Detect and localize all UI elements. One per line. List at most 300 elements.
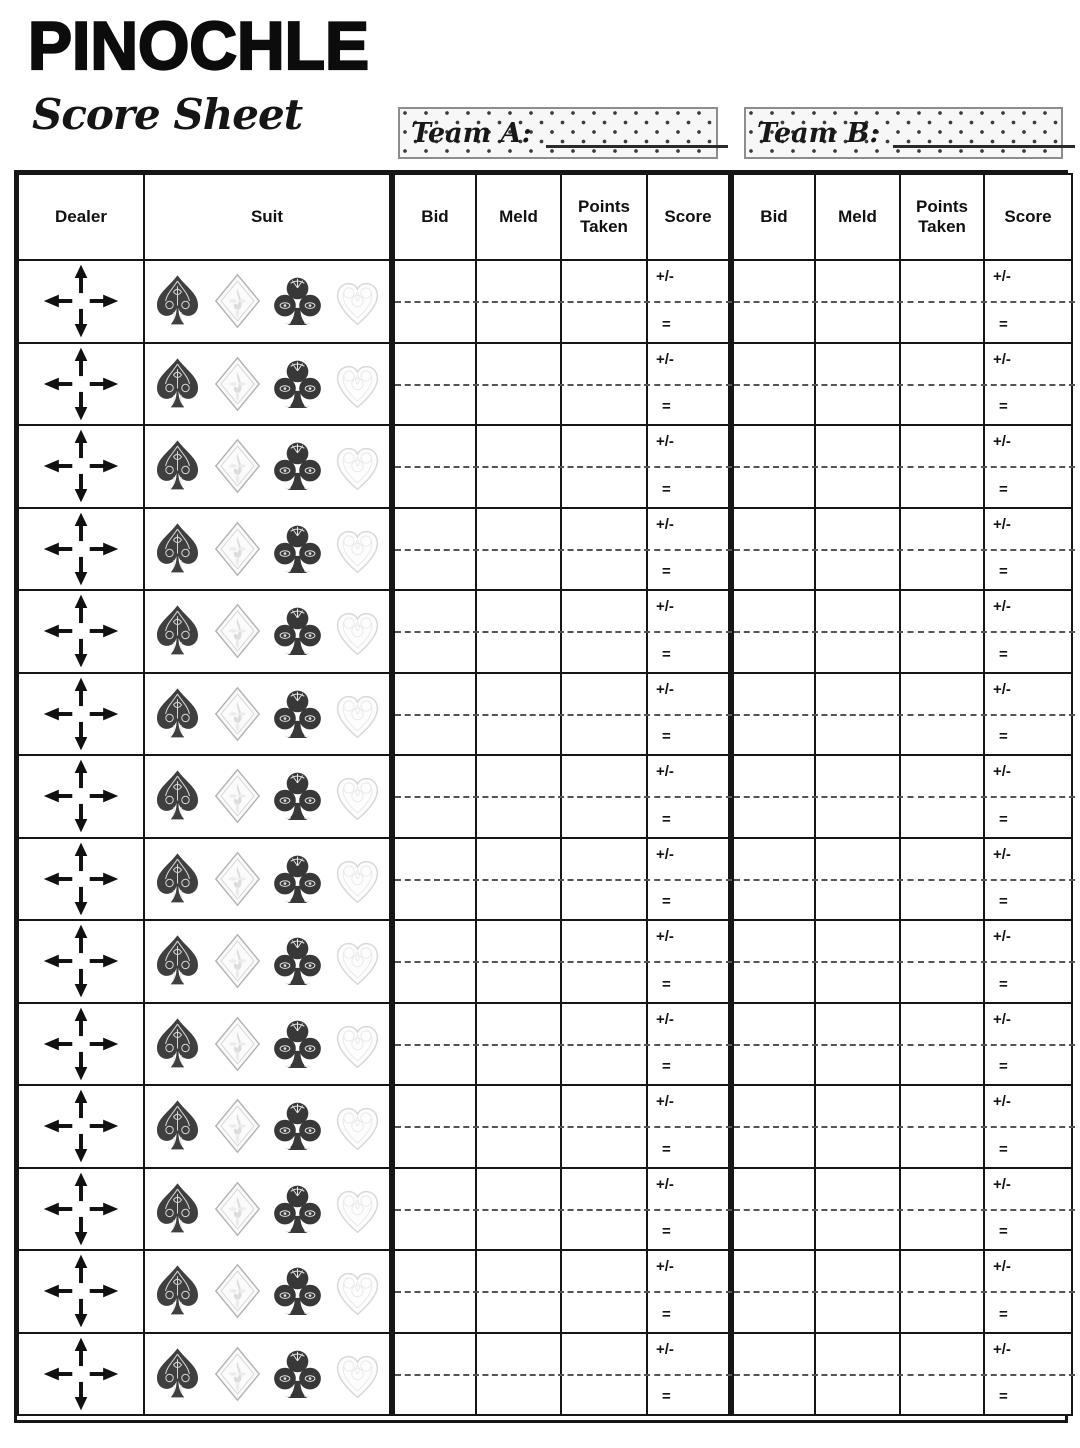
heart-icon [329, 1011, 386, 1077]
bid-cell-team-b[interactable] [731, 590, 815, 673]
suit-cell [144, 1168, 392, 1251]
dealer-arrows-icon [31, 841, 131, 917]
points-taken-cell-team-a[interactable] [561, 425, 647, 508]
diamond-icon [209, 1258, 266, 1324]
meld-cell-team-b[interactable] [815, 1333, 900, 1416]
plus-minus-label: +/- [656, 433, 674, 450]
score-cell-team-b[interactable] [984, 425, 1072, 508]
diamond-icon [209, 268, 266, 334]
team-b-name-line[interactable] [893, 145, 1075, 148]
diamond-icon [209, 928, 266, 994]
equals-label: = [999, 315, 1008, 333]
score-cell-team-b[interactable] [984, 920, 1072, 1003]
meld-cell-team-b[interactable] [815, 755, 900, 838]
header-points-taken-team-a: Points Taken [561, 174, 647, 260]
score-table-body [18, 260, 1072, 1415]
points-taken-cell-team-b[interactable] [900, 1250, 984, 1333]
dealer-arrows-icon [31, 593, 131, 669]
meld-cell-team-b[interactable] [815, 425, 900, 508]
points-taken-cell-team-a[interactable] [561, 343, 647, 426]
equals-label: = [662, 1223, 671, 1240]
heart-icon [329, 928, 386, 994]
suit-cell [144, 1333, 392, 1416]
plus-minus-label: +/- [993, 1340, 1011, 1358]
dealer-arrows-icon [31, 1336, 131, 1412]
table-row [18, 1250, 1072, 1333]
points-taken-cell-team-a[interactable] [561, 1250, 647, 1333]
meld-cell-team-b[interactable] [815, 260, 900, 343]
dealer-cell [18, 508, 144, 591]
heart-icon [329, 681, 386, 747]
suit-cell [144, 673, 392, 756]
dealer-cell [18, 260, 144, 343]
plus-minus-label: +/- [993, 515, 1011, 533]
suit-cell [144, 1003, 392, 1086]
table-row [18, 425, 1072, 508]
heart-icon [329, 1093, 386, 1159]
diamond-icon [209, 763, 266, 829]
meld-cell-team-a[interactable] [476, 260, 561, 343]
score-cell-team-a[interactable] [647, 920, 731, 1003]
plus-minus-label: +/- [993, 680, 1011, 698]
equals-label: = [999, 1388, 1008, 1405]
suit-cell [144, 590, 392, 673]
equals-label: = [999, 975, 1008, 993]
bid-cell-team-a[interactable] [392, 1003, 476, 1086]
header-score-team-a: Score [647, 174, 731, 260]
bid-cell-team-a[interactable] [392, 590, 476, 673]
bid-cell-team-b[interactable] [731, 260, 815, 343]
table-row [18, 1003, 1072, 1086]
plus-minus-label: +/- [656, 268, 674, 285]
table-row [18, 920, 1072, 1003]
bid-cell-team-a[interactable] [392, 1333, 476, 1416]
points-taken-cell-team-a[interactable] [561, 1003, 647, 1086]
score-cell-team-a[interactable] [647, 260, 731, 343]
points-taken-cell-team-a[interactable] [561, 508, 647, 591]
equals-label: = [662, 1058, 671, 1075]
bid-cell-team-a[interactable] [392, 1250, 476, 1333]
table-row [18, 508, 1072, 591]
table-row [18, 1168, 1072, 1251]
bid-cell-team-b[interactable] [731, 755, 815, 838]
meld-cell-team-a[interactable] [476, 425, 561, 508]
points-taken-cell-team-b[interactable] [900, 1003, 984, 1086]
plus-minus-label: +/- [993, 350, 1011, 368]
dealer-arrows-icon [31, 428, 131, 504]
equals-label: = [662, 728, 671, 745]
equals-label: = [999, 1223, 1008, 1240]
dealer-arrows-icon [31, 676, 131, 752]
table-row [18, 1085, 1072, 1168]
equals-label: = [999, 398, 1008, 415]
dealer-cell [18, 425, 144, 508]
team-a-box [398, 107, 718, 159]
bid-cell-team-a[interactable] [392, 425, 476, 508]
score-cell-team-b[interactable] [984, 590, 1072, 673]
club-icon [269, 1176, 326, 1242]
bid-cell-team-b[interactable] [731, 425, 815, 508]
header-points-taken-team-b: Points Taken [900, 174, 984, 260]
club-icon [269, 268, 326, 334]
meld-cell-team-b[interactable] [815, 1168, 900, 1251]
spade-icon [149, 763, 206, 829]
meld-cell-team-a[interactable] [476, 1168, 561, 1251]
table-row [18, 838, 1072, 921]
suit-cell [144, 920, 392, 1003]
heart-icon [329, 351, 386, 417]
club-icon [269, 516, 326, 582]
dealer-cell [18, 1003, 144, 1086]
team-b-box [744, 107, 1063, 159]
bid-cell-team-b[interactable] [731, 343, 815, 426]
score-cell-team-b[interactable] [984, 343, 1072, 426]
points-taken-cell-team-b[interactable] [900, 343, 984, 426]
suit-cell [144, 343, 392, 426]
diamond-icon [209, 846, 266, 912]
equals-label: = [662, 645, 671, 663]
header-meld-team-b: Meld [815, 174, 900, 260]
plus-minus-label: +/- [656, 763, 674, 780]
heart-icon [329, 433, 386, 499]
plus-minus-label: +/- [656, 515, 674, 533]
points-taken-cell-team-b[interactable] [900, 590, 984, 673]
club-icon [269, 351, 326, 417]
equals-label: = [999, 1140, 1008, 1158]
score-cell-team-b[interactable] [984, 508, 1072, 591]
suit-cell [144, 260, 392, 343]
meld-cell-team-b[interactable] [815, 1085, 900, 1168]
points-taken-cell-team-b[interactable] [900, 1333, 984, 1416]
dealer-cell [18, 1333, 144, 1416]
bid-cell-team-a[interactable] [392, 260, 476, 343]
plus-minus-label: +/- [993, 598, 1011, 615]
points-taken-cell-team-b[interactable] [900, 1168, 984, 1251]
spade-icon [149, 1258, 206, 1324]
table-row [18, 755, 1072, 838]
meld-cell-team-b[interactable] [815, 343, 900, 426]
spade-icon [149, 1093, 206, 1159]
dealer-cell [18, 1250, 144, 1333]
heart-icon [329, 516, 386, 582]
score-cell-team-a[interactable] [647, 1085, 731, 1168]
equals-label: = [662, 315, 671, 333]
heart-icon [329, 1258, 386, 1324]
plus-minus-label: +/- [656, 1340, 674, 1358]
table-row [18, 260, 1072, 343]
bid-cell-team-b[interactable] [731, 673, 815, 756]
meld-cell-team-a[interactable] [476, 343, 561, 426]
club-icon [269, 598, 326, 664]
points-taken-cell-team-a[interactable] [561, 260, 647, 343]
diamond-icon [209, 351, 266, 417]
meld-cell-team-a[interactable] [476, 1333, 561, 1416]
spade-icon [149, 1176, 206, 1242]
meld-cell-team-b[interactable] [815, 590, 900, 673]
spade-icon [149, 433, 206, 499]
score-cell-team-b[interactable] [984, 1003, 1072, 1086]
meld-cell-team-a[interactable] [476, 838, 561, 921]
score-cell-team-a[interactable] [647, 343, 731, 426]
equals-label: = [662, 1388, 671, 1405]
meld-cell-team-a[interactable] [476, 1003, 561, 1086]
club-icon [269, 1258, 326, 1324]
meld-cell-team-a[interactable] [476, 920, 561, 1003]
meld-cell-team-b[interactable] [815, 838, 900, 921]
bid-cell-team-b[interactable] [731, 1003, 815, 1086]
header-meld-team-a: Meld [476, 174, 561, 260]
equals-label: = [999, 1305, 1008, 1323]
plus-minus-label: +/- [656, 928, 674, 945]
meld-cell-team-a[interactable] [476, 755, 561, 838]
heart-icon [329, 1341, 386, 1407]
score-cell-team-a[interactable] [647, 755, 731, 838]
plus-minus-label: +/- [656, 845, 674, 863]
meld-cell-team-b[interactable] [815, 1003, 900, 1086]
bid-cell-team-b[interactable] [731, 508, 815, 591]
meld-cell-team-b[interactable] [815, 920, 900, 1003]
table-row [18, 590, 1072, 673]
dealer-cell [18, 343, 144, 426]
bid-cell-team-b[interactable] [731, 1250, 815, 1333]
dealer-cell [18, 755, 144, 838]
equals-label: = [999, 1058, 1008, 1075]
header-bid-team-b: Bid [731, 174, 815, 260]
equals-label: = [662, 480, 671, 498]
dealer-arrows-icon [31, 1006, 131, 1082]
bid-cell-team-a[interactable] [392, 920, 476, 1003]
points-taken-cell-team-b[interactable] [900, 673, 984, 756]
points-taken-cell-team-b[interactable] [900, 1085, 984, 1168]
plus-minus-label: +/- [656, 598, 674, 615]
spade-icon [149, 598, 206, 664]
meld-cell-team-b[interactable] [815, 508, 900, 591]
spade-icon [149, 268, 206, 334]
bid-cell-team-b[interactable] [731, 1168, 815, 1251]
suit-cell [144, 755, 392, 838]
spade-icon [149, 681, 206, 747]
score-cell-team-b[interactable] [984, 1250, 1072, 1333]
spade-icon [149, 1011, 206, 1077]
dealer-arrows-icon [31, 1171, 131, 1247]
plus-minus-label: +/- [993, 1258, 1011, 1275]
heart-icon [329, 1176, 386, 1242]
plus-minus-label: +/- [656, 1093, 674, 1110]
plus-minus-label: +/- [993, 763, 1011, 780]
dealer-cell [18, 1085, 144, 1168]
meld-cell-team-a[interactable] [476, 1250, 561, 1333]
team-b-label: Team B: [757, 117, 880, 149]
equals-label: = [662, 893, 671, 910]
bid-cell-team-a[interactable] [392, 673, 476, 756]
plus-minus-label: +/- [993, 928, 1011, 945]
score-cell-team-b[interactable] [984, 673, 1072, 756]
diamond-icon [209, 598, 266, 664]
score-cell-team-a[interactable] [647, 1168, 731, 1251]
plus-minus-label: +/- [656, 680, 674, 698]
score-cell-team-a[interactable] [647, 508, 731, 591]
plus-minus-label: +/- [993, 268, 1011, 285]
meld-cell-team-a[interactable] [476, 590, 561, 673]
dealer-cell [18, 920, 144, 1003]
diamond-icon [209, 433, 266, 499]
points-taken-cell-team-a[interactable] [561, 1085, 647, 1168]
plus-minus-label: +/- [656, 1175, 674, 1193]
team-a-label: Team A: [411, 117, 532, 149]
spade-icon [149, 846, 206, 912]
meld-cell-team-a[interactable] [476, 673, 561, 756]
club-icon [269, 433, 326, 499]
equals-label: = [662, 975, 671, 993]
dealer-cell [18, 1168, 144, 1251]
points-taken-cell-team-b[interactable] [900, 838, 984, 921]
score-table [14, 170, 1068, 1423]
points-taken-cell-team-b[interactable] [900, 260, 984, 343]
meld-cell-team-b[interactable] [815, 673, 900, 756]
diamond-icon [209, 1341, 266, 1407]
points-taken-cell-team-a[interactable] [561, 838, 647, 921]
points-taken-cell-team-a[interactable] [561, 1333, 647, 1416]
score-cell-team-b[interactable] [984, 1333, 1072, 1416]
plus-minus-label: +/- [656, 350, 674, 368]
bid-cell-team-b[interactable] [731, 838, 815, 921]
bid-cell-team-b[interactable] [731, 920, 815, 1003]
dealer-cell [18, 673, 144, 756]
table-row [18, 343, 1072, 426]
points-taken-cell-team-a[interactable] [561, 673, 647, 756]
score-cell-team-b[interactable] [984, 1085, 1072, 1168]
equals-label: = [999, 645, 1008, 663]
score-cell-team-a[interactable] [647, 425, 731, 508]
equals-label: = [999, 728, 1008, 745]
score-cell-team-a[interactable] [647, 1003, 731, 1086]
score-cell-team-a[interactable] [647, 1333, 731, 1416]
equals-label: = [662, 810, 671, 828]
bid-cell-team-a[interactable] [392, 755, 476, 838]
equals-label: = [999, 893, 1008, 910]
score-cell-team-b[interactable] [984, 755, 1072, 838]
plus-minus-label: +/- [993, 1175, 1011, 1193]
dealer-arrows-icon [31, 1253, 131, 1329]
club-icon [269, 1341, 326, 1407]
points-taken-cell-team-b[interactable] [900, 508, 984, 591]
points-taken-cell-team-b[interactable] [900, 425, 984, 508]
diamond-icon [209, 1176, 266, 1242]
bid-cell-team-b[interactable] [731, 1085, 815, 1168]
suit-cell [144, 838, 392, 921]
score-cell-team-b[interactable] [984, 1168, 1072, 1251]
dealer-arrows-icon [31, 263, 131, 339]
spade-icon [149, 351, 206, 417]
header-bid-team-a: Bid [392, 174, 476, 260]
diamond-icon [209, 1093, 266, 1159]
points-taken-cell-team-a[interactable] [561, 590, 647, 673]
dealer-arrows-icon [31, 346, 131, 422]
club-icon [269, 928, 326, 994]
club-icon [269, 763, 326, 829]
bid-cell-team-a[interactable] [392, 1168, 476, 1251]
club-icon [269, 681, 326, 747]
spade-icon [149, 928, 206, 994]
table-row [18, 1333, 1072, 1416]
header-row [18, 174, 1072, 260]
points-taken-cell-team-a[interactable] [561, 1168, 647, 1251]
score-cell-team-b[interactable] [984, 260, 1072, 343]
heart-icon [329, 268, 386, 334]
score-cell-team-a[interactable] [647, 1250, 731, 1333]
equals-label: = [999, 810, 1008, 828]
suit-cell [144, 1250, 392, 1333]
equals-label: = [662, 563, 671, 580]
plus-minus-label: +/- [993, 433, 1011, 450]
score-cell-team-a[interactable] [647, 673, 731, 756]
header-suit: Suit [144, 174, 392, 260]
club-icon [269, 1011, 326, 1077]
dealer-arrows-icon [31, 1088, 131, 1164]
dealer-cell [18, 838, 144, 921]
equals-label: = [999, 563, 1008, 580]
dealer-cell [18, 590, 144, 673]
header-score-team-b: Score [984, 174, 1072, 260]
dealer-arrows-icon [31, 923, 131, 999]
bid-cell-team-a[interactable] [392, 343, 476, 426]
club-icon [269, 1093, 326, 1159]
heart-icon [329, 763, 386, 829]
equals-label: = [662, 1140, 671, 1158]
bid-cell-team-a[interactable] [392, 508, 476, 591]
dealer-arrows-icon [31, 758, 131, 834]
team-a-name-line[interactable] [546, 145, 728, 148]
page-subtitle: Score Sheet [32, 90, 303, 139]
score-cell-team-a[interactable] [647, 590, 731, 673]
page-title: PINOCHLE [28, 7, 370, 84]
points-taken-cell-team-a[interactable] [561, 920, 647, 1003]
equals-label: = [999, 480, 1008, 498]
plus-minus-label: +/- [656, 1010, 674, 1028]
meld-cell-team-a[interactable] [476, 508, 561, 591]
equals-label: = [662, 398, 671, 415]
suit-cell [144, 425, 392, 508]
points-taken-cell-team-b[interactable] [900, 920, 984, 1003]
plus-minus-label: +/- [993, 1093, 1011, 1110]
bid-cell-team-a[interactable] [392, 838, 476, 921]
diamond-icon [209, 516, 266, 582]
header-dealer: Dealer [18, 174, 144, 260]
bid-cell-team-a[interactable] [392, 1085, 476, 1168]
score-cell-team-b[interactable] [984, 838, 1072, 921]
score-cell-team-a[interactable] [647, 838, 731, 921]
plus-minus-label: +/- [993, 1010, 1011, 1028]
spade-icon [149, 1341, 206, 1407]
meld-cell-team-b[interactable] [815, 1250, 900, 1333]
diamond-icon [209, 1011, 266, 1077]
equals-label: = [662, 1305, 671, 1323]
plus-minus-label: +/- [993, 845, 1011, 863]
bid-cell-team-b[interactable] [731, 1333, 815, 1416]
spade-icon [149, 516, 206, 582]
meld-cell-team-a[interactable] [476, 1085, 561, 1168]
diamond-icon [209, 681, 266, 747]
plus-minus-label: +/- [656, 1258, 674, 1275]
table-row [18, 673, 1072, 756]
heart-icon [329, 598, 386, 664]
club-icon [269, 846, 326, 912]
points-taken-cell-team-b[interactable] [900, 755, 984, 838]
suit-cell [144, 508, 392, 591]
heart-icon [329, 846, 386, 912]
dealer-arrows-icon [31, 511, 131, 587]
points-taken-cell-team-a[interactable] [561, 755, 647, 838]
